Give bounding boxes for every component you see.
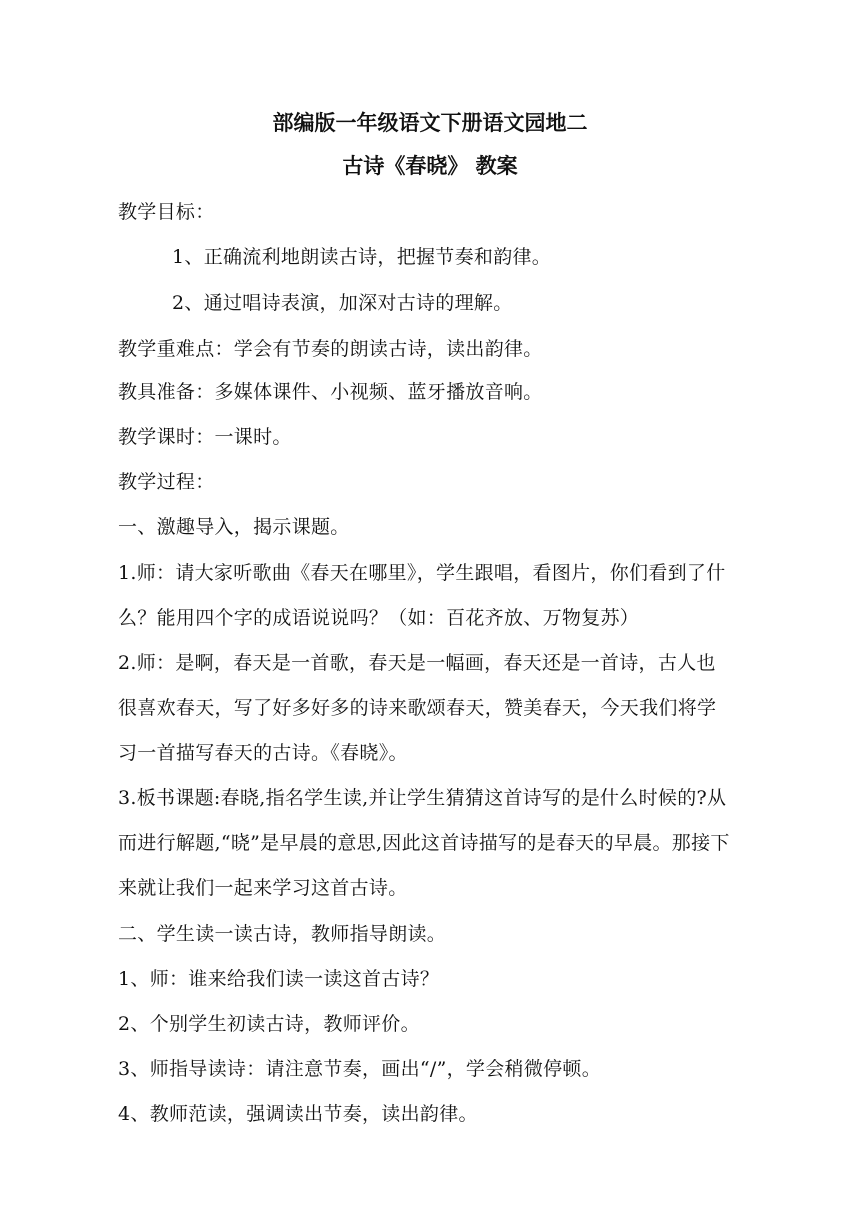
paragraph-line: 2.师：是啊，春天是一首歌，春天是一幅画，春天还是一首诗，古人也 <box>118 652 716 674</box>
paragraph-line: 来就让我们一起来学习这首古诗。 <box>118 877 408 899</box>
document-title: 部编版一年级语文下册语文园地二 <box>272 110 588 135</box>
key-difficulty: 教学重难点：学会有节奏的朗读古诗，读出韵律。 <box>118 338 543 360</box>
paragraph-line: 很喜欢春天，写了好多好多的诗来歌颂春天，赞美春天，今天我们将学 <box>118 697 717 719</box>
teaching-aids: 教具准备：多媒体课件、小视频、蓝牙播放音响。 <box>118 381 543 403</box>
paragraph-line: 么？能用四个字的成语说说吗？（如：百花齐放、万物复苏） <box>118 607 640 629</box>
paragraph-line: 1.师：请大家听歌曲《春天在哪里》，学生跟唱，看图片，你们看到了什 <box>118 562 726 584</box>
list-item: 1、师：谁来给我们读一读这首古诗？ <box>118 968 440 990</box>
section-heading-process: 教学过程： <box>118 471 215 493</box>
list-item: 2、个别学生初读古诗，教师评价。 <box>118 1013 420 1035</box>
objective-item-1: 1、正确流利地朗读古诗，把握节奏和韵律。 <box>172 246 552 268</box>
paragraph-line: 习一首描写春天的古诗。《春晓》。 <box>118 742 408 764</box>
step-heading-1: 一、激趣导入，揭示课题。 <box>118 516 350 538</box>
step-heading-2: 二、学生读一读古诗，教师指导朗读。 <box>118 923 447 945</box>
document-subtitle: 古诗《春晓》 教案 <box>342 153 518 178</box>
class-hours: 教学课时：一课时。 <box>118 426 292 448</box>
objective-item-2: 2、通过唱诗表演，加深对古诗的理解。 <box>172 292 513 314</box>
paragraph-line: 而进行解题,“晓”是早晨的意思,因此这首诗描写的是春天的早晨。那接下 <box>118 832 730 854</box>
list-item: 4、教师范读，强调读出节奏，读出韵律。 <box>118 1103 478 1125</box>
section-heading-objectives: 教学目标： <box>118 201 215 223</box>
list-item: 3、师指导读诗：请注意节奏，画出“/”，学会稍微停顿。 <box>118 1058 602 1080</box>
paragraph-line: 3.板书课题:春晓,指名学生读,并让学生猜猜这首诗写的是什么时候的?从 <box>118 787 727 809</box>
